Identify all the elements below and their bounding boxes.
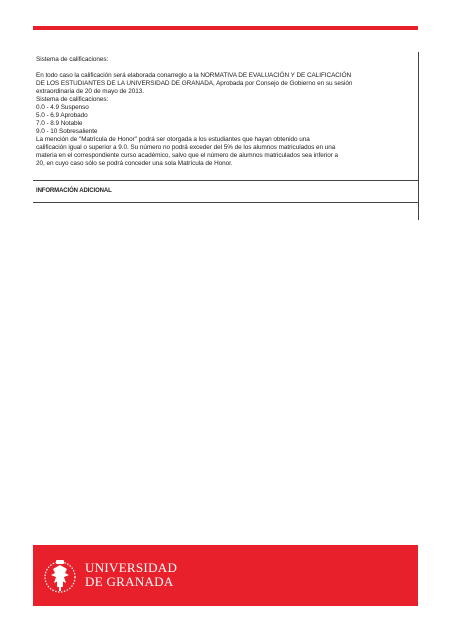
header-red-rule [33, 26, 418, 30]
university-name-line2: DE GRANADA [85, 574, 174, 589]
university-logotype [85, 561, 177, 589]
paragraph-line: Sistema de calificaciones: [36, 96, 109, 103]
coat-of-arms-icon [43, 557, 77, 595]
section-divider [33, 202, 418, 203]
grading-system-heading: Sistema de calificaciones: [36, 56, 109, 63]
grade-range: 7.0 - 8.9 Notable [36, 120, 83, 127]
paragraph-line: En todo caso la calificación será elaborada conarreglo a la NORMATIVA DE EVALUACIÓN Y DE CALIFICACIÓN [36, 72, 352, 79]
grade-range: 0.0 - 4.9 Suspenso [36, 104, 89, 111]
footer-bar [33, 545, 418, 606]
grade-range: 9.0 - 10 Sobresaliente [36, 128, 98, 135]
university-name-line1: UNIVERSIDAD [85, 560, 178, 575]
paragraph-line: 20, en cuyo caso sólo se podrá conceder una sola Matrícula de Honor. [36, 160, 233, 167]
grade-range: 5.0 - 6.9 Aprobado [36, 112, 88, 119]
additional-info-heading: INFORMACIÓN ADICIONAL [36, 188, 112, 194]
paragraph-line: La mención de "Matrícula de Honor" podrá ser otorgada a los estudiantes que hayan obtenido una [36, 136, 310, 143]
paragraph-line: DE LOS ESTUDIANTES DE LA UNIVERSIDAD DE GRANADA, Aprobada por Consejo de Gobierno en su sesión [36, 80, 353, 87]
paragraph-line: materia en el correspondiente curso académico, salvo que el número de alumnos matriculados sea inferior a [36, 152, 339, 159]
grading-section [33, 52, 419, 220]
paragraph-line: calificación igual o superior a 9.0. Su número no podrá exceder del 5% de los alumnos matriculados en una [36, 144, 336, 151]
paragraph-line: extraordinaria de 20 de mayo de 2013. [36, 88, 144, 95]
section-divider [33, 180, 418, 181]
